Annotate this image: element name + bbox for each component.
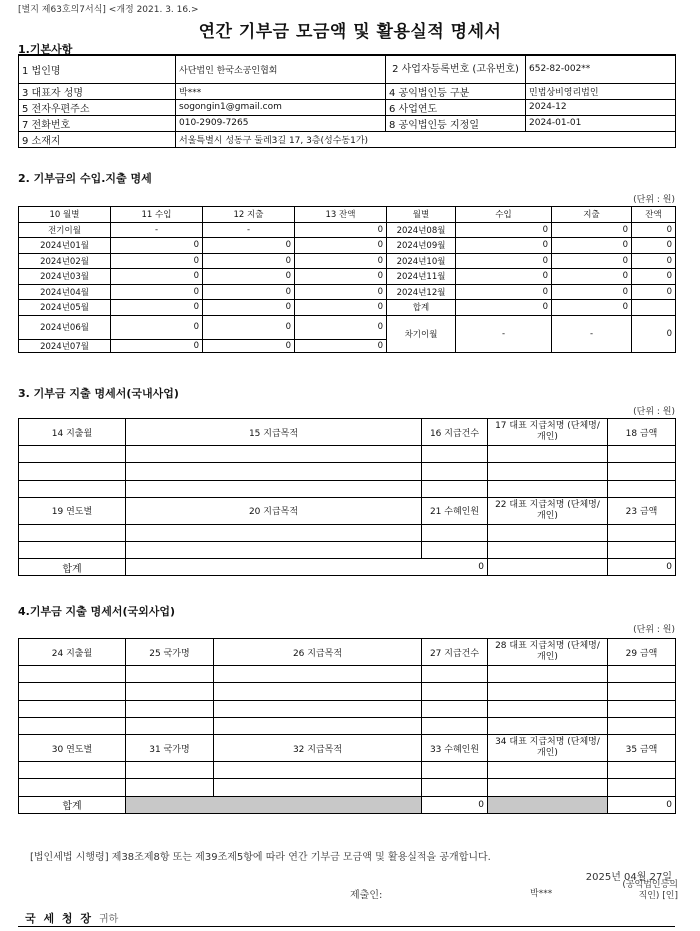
info-value: sogongin1@gmail.com <box>176 99 386 115</box>
month-cell: 2024년09월 <box>387 238 456 254</box>
expense-cell: 0 <box>203 253 295 269</box>
carry-balance: 0 <box>632 315 676 352</box>
column-header: 30 연도별 <box>19 735 126 762</box>
income-cell: 0 <box>456 253 552 269</box>
income-cell: 0 <box>111 284 203 300</box>
income-cell: - <box>111 222 203 238</box>
table-row <box>19 666 676 683</box>
table-row <box>19 253 676 269</box>
recipient-suffix: 귀하 <box>99 914 119 925</box>
recipient <box>25 910 118 926</box>
balance-cell: 0 <box>295 339 387 352</box>
table-row <box>19 238 676 254</box>
income-cell: 0 <box>111 269 203 285</box>
total-count: 0 <box>126 559 488 576</box>
balance-cell: 0 <box>632 238 676 254</box>
carry-income: - <box>456 315 552 352</box>
month-cell: 2024년06월 <box>19 315 111 339</box>
submitter-name: 박*** <box>530 889 553 899</box>
total-amount: 0 <box>608 796 676 813</box>
info-row <box>19 83 676 99</box>
income-cell: 0 <box>456 284 552 300</box>
expense-cell: 0 <box>203 238 295 254</box>
expense-cell: 0 <box>203 269 295 285</box>
column-header: 33 수혜인원 <box>422 735 488 762</box>
column-header: 22 대표 지급처명 (단체명/개인) <box>488 497 608 524</box>
column-header: 28 대표 지급처명 (단체명/개인) <box>488 639 608 666</box>
total-row <box>19 796 676 813</box>
balance-cell: 0 <box>632 222 676 238</box>
table-row <box>19 463 676 480</box>
month-cell: 2024년01월 <box>19 238 111 254</box>
info-value: 2024-12 <box>526 99 676 115</box>
balance-cell: 0 <box>295 238 387 254</box>
column-header: 29 금액 <box>608 639 676 666</box>
total-row <box>19 559 676 576</box>
shaded-cell <box>488 796 608 813</box>
unit-label: (단위 : 원) <box>633 407 675 417</box>
overseas-header-row-2 <box>19 735 676 762</box>
balance-cell: 0 <box>295 284 387 300</box>
expense-cell: 0 <box>203 315 295 339</box>
domestic-header-row-2 <box>19 497 676 524</box>
table-row <box>19 480 676 497</box>
month-cell: 전기이월 <box>19 222 111 238</box>
info-label: 3 대표자 성명 <box>19 83 176 99</box>
month-cell: 합계 <box>387 300 456 316</box>
info-label: 5 전자우편주소 <box>19 99 176 115</box>
info-label: 7 전화번호 <box>19 115 176 131</box>
income-cell: 0 <box>111 238 203 254</box>
info-value: 서울특별시 성동구 둘레3길 17, 3층(성수동1가) <box>176 131 676 147</box>
basic-info-table <box>18 54 676 148</box>
unit-label: (단위 : 원) <box>633 195 675 205</box>
column-header: 18 금액 <box>608 419 676 446</box>
expense-cell: 0 <box>552 300 632 316</box>
seal-note: (공익법인등의 직인) [인] <box>622 880 678 901</box>
section4-title: 4.기부금 지출 명세서(국외사업) <box>18 605 176 618</box>
expense-cell: - <box>203 222 295 238</box>
balance-cell: 0 <box>295 300 387 316</box>
balance-cell: 0 <box>295 222 387 238</box>
page-title: 연간 기부금 모금액 및 활용실적 명세서 <box>198 22 502 42</box>
domestic-expense-table <box>18 418 676 576</box>
monthly-header-row <box>19 207 676 223</box>
overseas-expense-table <box>18 638 676 814</box>
submitter-label: 제출인: <box>350 890 383 901</box>
month-cell: 2024년07월 <box>19 339 111 352</box>
table-row <box>19 300 676 316</box>
balance-cell: 0 <box>632 253 676 269</box>
column-header: 15 지급목적 <box>126 419 422 446</box>
balance-cell: 0 <box>295 253 387 269</box>
info-value: 652-82-002** <box>526 55 676 83</box>
section1-title: 1.기본사항 <box>18 43 73 56</box>
column-header: 지출 <box>552 207 632 223</box>
expense-cell: 0 <box>552 284 632 300</box>
month-cell: 2024년12월 <box>387 284 456 300</box>
monthly-table <box>18 206 676 353</box>
recipient-label: 국 세 청 장 <box>25 912 93 925</box>
column-header: 23 금액 <box>608 497 676 524</box>
column-header: 26 지급목적 <box>214 639 422 666</box>
info-label: 4 공익법인등 구분 <box>386 83 526 99</box>
total-amount: 0 <box>608 559 676 576</box>
column-header: 13 잔액 <box>295 207 387 223</box>
expense-cell: 0 <box>552 222 632 238</box>
form-number-note: [별지 제63호의7서식] <개정 2021. 3. 16.> <box>18 5 199 15</box>
income-cell: 0 <box>456 300 552 316</box>
column-header: 17 대표 지급처명 (단체명/개인) <box>488 419 608 446</box>
column-header: 19 연도별 <box>19 497 126 524</box>
month-cell: 2024년02월 <box>19 253 111 269</box>
income-cell: 0 <box>111 300 203 316</box>
domestic-header-row <box>19 419 676 446</box>
income-cell: 0 <box>456 269 552 285</box>
table-row <box>19 269 676 285</box>
column-header: 21 수혜인원 <box>422 497 488 524</box>
balance-cell: 0 <box>632 284 676 300</box>
total-label: 합계 <box>19 559 126 576</box>
column-header: 월별 <box>387 207 456 223</box>
info-row <box>19 115 676 131</box>
table-row <box>19 683 676 700</box>
table-row <box>19 284 676 300</box>
column-header: 10 월별 <box>19 207 111 223</box>
column-header: 12 지출 <box>203 207 295 223</box>
column-header: 34 대표 지급처명 (단체명/개인) <box>488 735 608 762</box>
column-header: 35 금액 <box>608 735 676 762</box>
table-row <box>19 717 676 734</box>
table-row <box>19 222 676 238</box>
income-cell: 0 <box>111 253 203 269</box>
column-header: 32 지급목적 <box>214 735 422 762</box>
month-cell: 2024년05월 <box>19 300 111 316</box>
shaded-cell <box>126 796 422 813</box>
column-header: 16 지급건수 <box>422 419 488 446</box>
info-label: 1 법인명 <box>19 55 176 83</box>
info-value: 2024-01-01 <box>526 115 676 131</box>
column-header: 11 수입 <box>111 207 203 223</box>
table-row <box>19 700 676 717</box>
table-row <box>19 779 676 796</box>
balance-cell: 0 <box>295 315 387 339</box>
income-cell: 0 <box>456 222 552 238</box>
info-label: 6 사업연도 <box>386 99 526 115</box>
total-count: 0 <box>422 796 488 813</box>
expense-cell: 0 <box>203 339 295 352</box>
info-value: 사단법인 한국소공인협회 <box>176 55 386 83</box>
column-header: 24 지출월 <box>19 639 126 666</box>
carry-expense: - <box>552 315 632 352</box>
month-cell: 2024년03월 <box>19 269 111 285</box>
info-row <box>19 99 676 115</box>
column-header: 27 지급건수 <box>422 639 488 666</box>
expense-cell: 0 <box>552 269 632 285</box>
info-row <box>19 131 676 147</box>
month-cell: 2024년10월 <box>387 253 456 269</box>
balance-cell <box>632 300 676 316</box>
table-row <box>19 542 676 559</box>
column-header: 25 국가명 <box>126 639 214 666</box>
table-row <box>19 524 676 541</box>
overseas-header-row <box>19 639 676 666</box>
legal-statement: [법인세법 시행령] 제38조제8항 또는 제39조제5항에 따라 연간 기부금 모금액 및 활용실적을 공개합니다. <box>30 852 491 863</box>
bottom-divider <box>18 926 675 927</box>
balance-cell: 0 <box>632 269 676 285</box>
section3-title: 3. 기부금 지출 명세서(국내사업) <box>18 387 179 400</box>
section2-title: 2. 기부금의 수입.지출 명세 <box>18 172 152 185</box>
month-cell: 2024년04월 <box>19 284 111 300</box>
info-value: 민법상비영리법인 <box>526 83 676 99</box>
month-cell: 2024년11월 <box>387 269 456 285</box>
column-header: 수입 <box>456 207 552 223</box>
month-cell: 2024년08월 <box>387 222 456 238</box>
carry-forward-label: 차기이월 <box>387 315 456 352</box>
expense-cell: 0 <box>552 253 632 269</box>
column-header: 20 지급목적 <box>126 497 422 524</box>
income-cell: 0 <box>456 238 552 254</box>
expense-cell: 0 <box>203 284 295 300</box>
column-header: 14 지출월 <box>19 419 126 446</box>
info-value: 010-2909-7265 <box>176 115 386 131</box>
info-label: 9 소재지 <box>19 131 176 147</box>
info-label: 2 사업자등록번호 (고유번호) <box>386 55 526 83</box>
expense-cell: 0 <box>552 238 632 254</box>
income-cell: 0 <box>111 339 203 352</box>
table-row <box>19 446 676 463</box>
expense-cell: 0 <box>203 300 295 316</box>
info-value: 박*** <box>176 83 386 99</box>
table-row <box>19 315 676 339</box>
table-row <box>19 762 676 779</box>
income-cell: 0 <box>111 315 203 339</box>
column-header: 31 국가명 <box>126 735 214 762</box>
unit-label: (단위 : 원) <box>633 625 675 635</box>
column-header: 잔액 <box>632 207 676 223</box>
balance-cell: 0 <box>295 269 387 285</box>
submission-date: 2025년 04월 27일 <box>585 872 672 883</box>
total-label: 합계 <box>19 796 126 813</box>
info-label: 8 공익법인등 지정일 <box>386 115 526 131</box>
info-row <box>19 55 676 83</box>
